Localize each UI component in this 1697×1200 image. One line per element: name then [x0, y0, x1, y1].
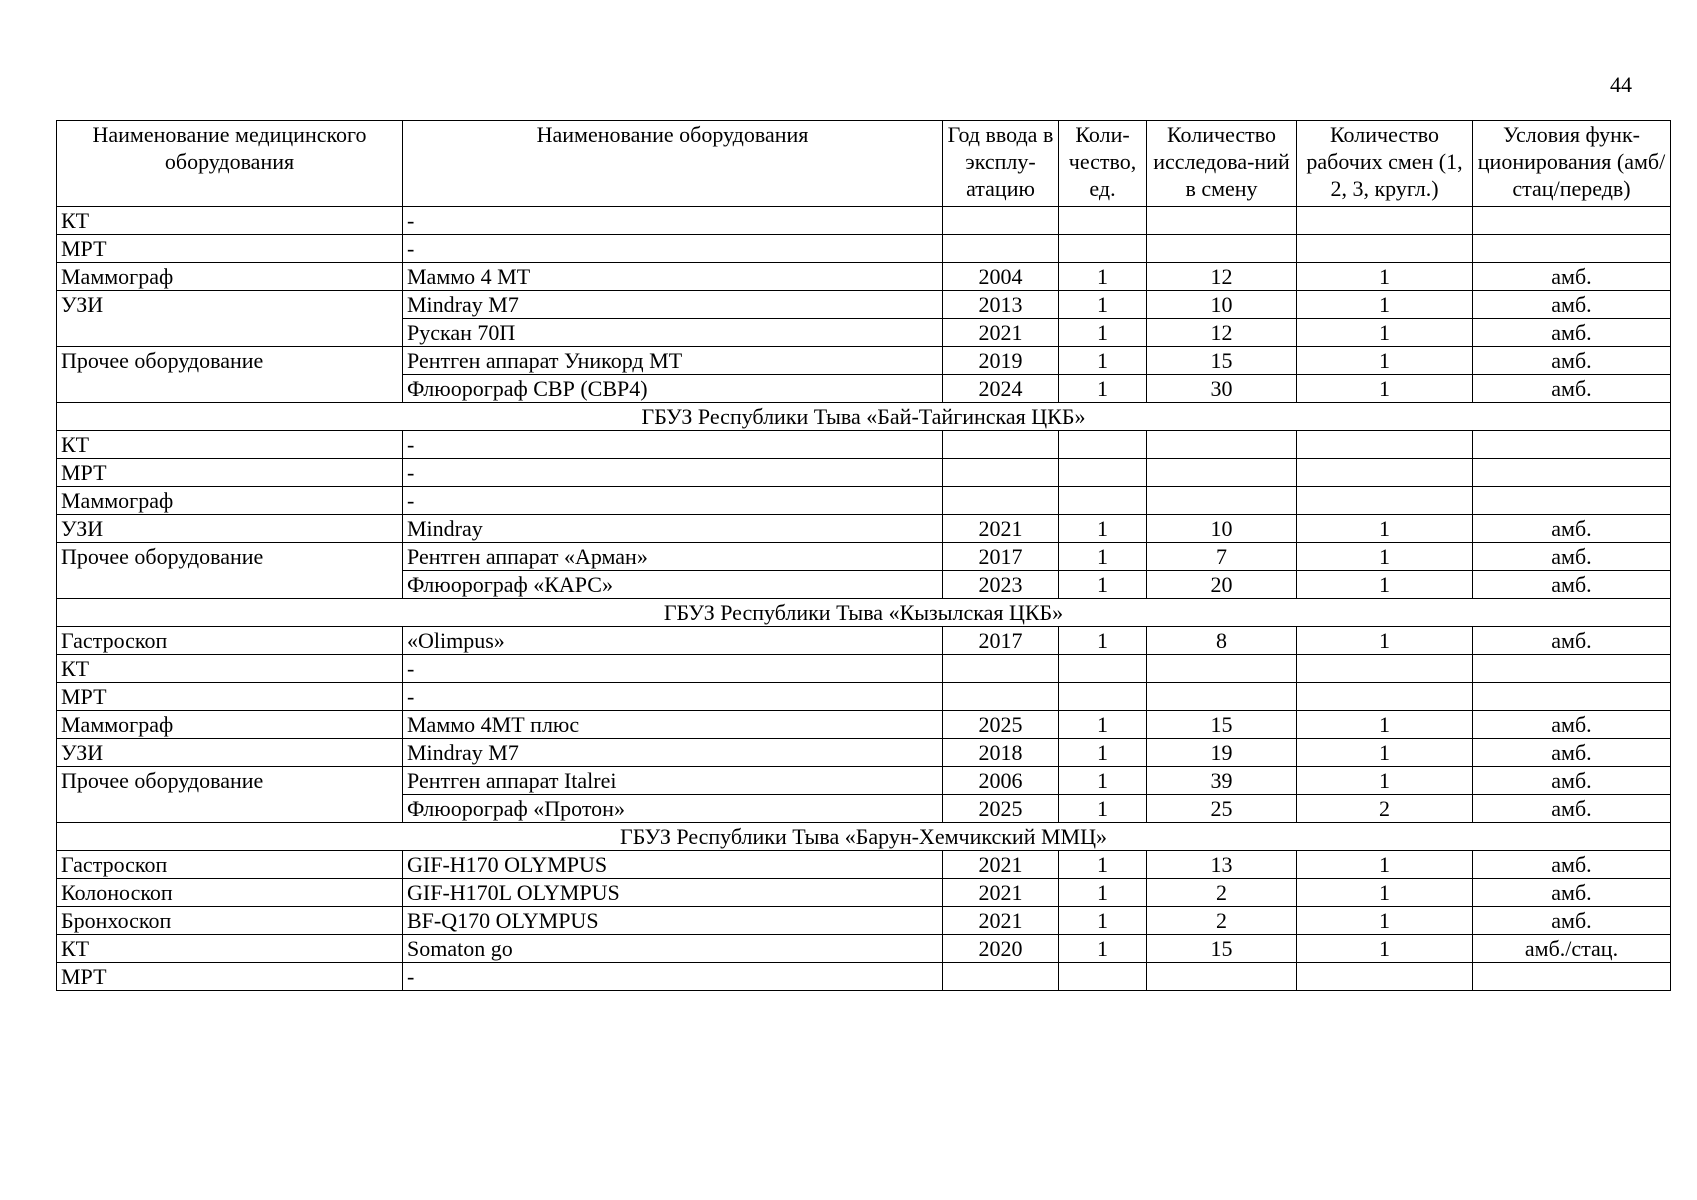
- cell-studies: 2: [1147, 907, 1297, 935]
- page-number: 44: [1610, 72, 1632, 97]
- cell-equipment-name: «Olimpus»: [403, 627, 943, 655]
- cell-equipment-name: Маммо 4МТ плюс: [403, 711, 943, 739]
- cell-quantity: 1: [1059, 543, 1147, 571]
- cell-quantity: 1: [1059, 347, 1147, 375]
- cell-studies: 20: [1147, 571, 1297, 599]
- cell-shifts: 1: [1297, 767, 1473, 795]
- cell-shifts: 1: [1297, 879, 1473, 907]
- table-row: [57, 515, 1671, 543]
- table-row: [57, 683, 1671, 711]
- cell-year: 2021: [943, 515, 1059, 543]
- cell-equipment-name: Mindray: [403, 515, 943, 543]
- cell-shifts: 1: [1297, 291, 1473, 319]
- cell-conditions: [1473, 207, 1671, 235]
- header-shifts: Количество рабочих смен (1, 2, 3, кругл.): [1297, 121, 1473, 207]
- cell-shifts: 1: [1297, 571, 1473, 599]
- cell-equipment-name: Рентген аппарат Italrei: [403, 767, 943, 795]
- cell-studies: 12: [1147, 263, 1297, 291]
- table-row: [57, 459, 1671, 487]
- cell-studies: [1147, 207, 1297, 235]
- cell-equipment-name: Рентген аппарат Уникорд МТ: [403, 347, 943, 375]
- cell-studies: [1147, 459, 1297, 487]
- cell-quantity: [1059, 431, 1147, 459]
- cell-quantity: 1: [1059, 739, 1147, 767]
- cell-category: УЗИ: [57, 291, 403, 347]
- cell-quantity: 1: [1059, 711, 1147, 739]
- cell-equipment-name: Маммо 4 МТ: [403, 263, 943, 291]
- cell-conditions: [1473, 487, 1671, 515]
- cell-shifts: [1297, 235, 1473, 263]
- cell-quantity: [1059, 963, 1147, 991]
- cell-equipment-name: Флюорограф СВР (СВР4): [403, 375, 943, 403]
- cell-year: [943, 235, 1059, 263]
- cell-year: 2020: [943, 935, 1059, 963]
- cell-quantity: [1059, 655, 1147, 683]
- cell-equipment-name: GIF-H170L OLYMPUS: [403, 879, 943, 907]
- cell-equipment-name: -: [403, 431, 943, 459]
- table-row: [57, 263, 1671, 291]
- cell-category: Маммограф: [57, 263, 403, 291]
- cell-shifts: 1: [1297, 319, 1473, 347]
- cell-equipment-name: -: [403, 655, 943, 683]
- cell-year: [943, 207, 1059, 235]
- cell-shifts: [1297, 655, 1473, 683]
- cell-studies: 30: [1147, 375, 1297, 403]
- cell-year: [943, 487, 1059, 515]
- cell-conditions: амб.: [1473, 767, 1671, 795]
- header-studies: Количество исследова-ний в смену: [1147, 121, 1297, 207]
- cell-studies: 10: [1147, 291, 1297, 319]
- cell-quantity: 1: [1059, 571, 1147, 599]
- cell-quantity: 1: [1059, 291, 1147, 319]
- cell-equipment-name: Рентген аппарат «Арман»: [403, 543, 943, 571]
- cell-category: Бронхоскоп: [57, 907, 403, 935]
- cell-equipment-name: Mindray M7: [403, 291, 943, 319]
- table-row: [57, 851, 1671, 879]
- cell-category: Прочее оборудование: [57, 543, 403, 599]
- cell-year: 2017: [943, 543, 1059, 571]
- cell-shifts: 1: [1297, 711, 1473, 739]
- cell-year: 2013: [943, 291, 1059, 319]
- header-row: [57, 121, 1671, 207]
- cell-studies: 39: [1147, 767, 1297, 795]
- cell-year: 2025: [943, 711, 1059, 739]
- cell-year: [943, 459, 1059, 487]
- table-row: [57, 711, 1671, 739]
- cell-equipment-name: Рускан 70П: [403, 319, 943, 347]
- cell-quantity: 1: [1059, 907, 1147, 935]
- cell-conditions: амб./стац.: [1473, 935, 1671, 963]
- cell-studies: 2: [1147, 879, 1297, 907]
- cell-shifts: 1: [1297, 375, 1473, 403]
- cell-category: КТ: [57, 431, 403, 459]
- table-row: [57, 655, 1671, 683]
- cell-quantity: 1: [1059, 879, 1147, 907]
- cell-equipment-name: -: [403, 207, 943, 235]
- cell-conditions: [1473, 963, 1671, 991]
- cell-studies: 8: [1147, 627, 1297, 655]
- cell-studies: [1147, 235, 1297, 263]
- cell-conditions: амб.: [1473, 851, 1671, 879]
- cell-conditions: амб.: [1473, 627, 1671, 655]
- cell-shifts: 1: [1297, 907, 1473, 935]
- header-category: Наименование медицинского оборудования: [57, 121, 403, 207]
- cell-year: 2023: [943, 571, 1059, 599]
- cell-year: 2019: [943, 347, 1059, 375]
- cell-quantity: 1: [1059, 795, 1147, 823]
- organization-title: ГБУЗ Республики Тыва «Кызылская ЦКБ»: [57, 599, 1671, 627]
- cell-year: 2017: [943, 627, 1059, 655]
- cell-shifts: [1297, 963, 1473, 991]
- cell-quantity: [1059, 459, 1147, 487]
- cell-year: [943, 431, 1059, 459]
- cell-shifts: [1297, 487, 1473, 515]
- table-row: [57, 767, 1671, 795]
- cell-year: [943, 655, 1059, 683]
- cell-quantity: 1: [1059, 263, 1147, 291]
- cell-equipment-name: GIF-H170 OLYMPUS: [403, 851, 943, 879]
- cell-shifts: 1: [1297, 347, 1473, 375]
- organization-row: [57, 599, 1671, 627]
- cell-shifts: [1297, 459, 1473, 487]
- organization-title: ГБУЗ Республики Тыва «Барун-Хемчикский ММЦ»: [57, 823, 1671, 851]
- cell-conditions: [1473, 683, 1671, 711]
- cell-equipment-name: -: [403, 459, 943, 487]
- cell-category: Маммограф: [57, 487, 403, 515]
- cell-year: 2021: [943, 319, 1059, 347]
- table-row: [57, 627, 1671, 655]
- cell-quantity: 1: [1059, 851, 1147, 879]
- cell-equipment-name: Mindray M7: [403, 739, 943, 767]
- cell-quantity: 1: [1059, 319, 1147, 347]
- cell-category: МРТ: [57, 963, 403, 991]
- cell-conditions: амб.: [1473, 291, 1671, 319]
- cell-conditions: амб.: [1473, 795, 1671, 823]
- cell-equipment-name: -: [403, 235, 943, 263]
- cell-studies: 15: [1147, 711, 1297, 739]
- cell-year: 2006: [943, 767, 1059, 795]
- cell-shifts: [1297, 431, 1473, 459]
- table-row: [57, 431, 1671, 459]
- cell-category: УЗИ: [57, 515, 403, 543]
- cell-shifts: 1: [1297, 263, 1473, 291]
- cell-conditions: [1473, 235, 1671, 263]
- cell-studies: 10: [1147, 515, 1297, 543]
- cell-studies: [1147, 655, 1297, 683]
- cell-conditions: амб.: [1473, 907, 1671, 935]
- cell-category: Прочее оборудование: [57, 347, 403, 403]
- cell-shifts: [1297, 207, 1473, 235]
- cell-shifts: 1: [1297, 543, 1473, 571]
- cell-studies: [1147, 487, 1297, 515]
- header-equipment-name: Наименование оборудования: [403, 121, 943, 207]
- cell-quantity: 1: [1059, 375, 1147, 403]
- cell-conditions: [1473, 459, 1671, 487]
- cell-studies: [1147, 683, 1297, 711]
- cell-conditions: амб.: [1473, 515, 1671, 543]
- cell-conditions: амб.: [1473, 347, 1671, 375]
- cell-year: 2021: [943, 907, 1059, 935]
- cell-studies: [1147, 431, 1297, 459]
- cell-studies: 7: [1147, 543, 1297, 571]
- cell-quantity: 1: [1059, 515, 1147, 543]
- cell-studies: 25: [1147, 795, 1297, 823]
- cell-category: КТ: [57, 655, 403, 683]
- header-quantity: Коли-чество, ед.: [1059, 121, 1147, 207]
- table-row: [57, 963, 1671, 991]
- table-row: [57, 207, 1671, 235]
- table-row: [57, 347, 1671, 375]
- cell-equipment-name: -: [403, 683, 943, 711]
- cell-conditions: амб.: [1473, 263, 1671, 291]
- cell-year: 2025: [943, 795, 1059, 823]
- cell-shifts: 1: [1297, 935, 1473, 963]
- cell-category: Маммограф: [57, 711, 403, 739]
- cell-quantity: 1: [1059, 627, 1147, 655]
- cell-conditions: [1473, 431, 1671, 459]
- cell-quantity: [1059, 683, 1147, 711]
- cell-category: КТ: [57, 935, 403, 963]
- cell-equipment-name: Флюорограф «КАРС»: [403, 571, 943, 599]
- cell-shifts: 1: [1297, 739, 1473, 767]
- cell-quantity: [1059, 487, 1147, 515]
- cell-studies: 12: [1147, 319, 1297, 347]
- organization-row: [57, 403, 1671, 431]
- cell-category: Гастроскоп: [57, 627, 403, 655]
- header-conditions: Условия функ-ционирования (амб/стац/передв): [1473, 121, 1671, 207]
- organization-row: [57, 823, 1671, 851]
- cell-shifts: 1: [1297, 627, 1473, 655]
- cell-category: Колоноскоп: [57, 879, 403, 907]
- cell-equipment-name: BF-Q170 OLYMPUS: [403, 907, 943, 935]
- cell-conditions: амб.: [1473, 375, 1671, 403]
- cell-shifts: 2: [1297, 795, 1473, 823]
- table-body: [57, 207, 1671, 991]
- cell-category: УЗИ: [57, 739, 403, 767]
- cell-conditions: амб.: [1473, 543, 1671, 571]
- cell-equipment-name: Флюорограф «Протон»: [403, 795, 943, 823]
- cell-shifts: [1297, 683, 1473, 711]
- cell-shifts: 1: [1297, 851, 1473, 879]
- cell-category: МРТ: [57, 459, 403, 487]
- cell-equipment-name: Somaton go: [403, 935, 943, 963]
- organization-title: ГБУЗ Республики Тыва «Бай-Тайгинская ЦКБ»: [57, 403, 1671, 431]
- cell-year: 2024: [943, 375, 1059, 403]
- cell-conditions: амб.: [1473, 319, 1671, 347]
- cell-equipment-name: -: [403, 487, 943, 515]
- cell-category: Гастроскоп: [57, 851, 403, 879]
- table-row: [57, 235, 1671, 263]
- cell-year: 2021: [943, 879, 1059, 907]
- cell-conditions: [1473, 655, 1671, 683]
- cell-studies: 13: [1147, 851, 1297, 879]
- equipment-table: [56, 120, 1671, 991]
- header-year: Год ввода в эксплу-атацию: [943, 121, 1059, 207]
- cell-quantity: 1: [1059, 935, 1147, 963]
- table-row: [57, 739, 1671, 767]
- cell-year: 2004: [943, 263, 1059, 291]
- cell-conditions: амб.: [1473, 739, 1671, 767]
- cell-studies: [1147, 963, 1297, 991]
- table-row: [57, 907, 1671, 935]
- cell-category: КТ: [57, 207, 403, 235]
- cell-year: [943, 683, 1059, 711]
- cell-year: 2018: [943, 739, 1059, 767]
- cell-category: МРТ: [57, 683, 403, 711]
- cell-studies: 19: [1147, 739, 1297, 767]
- cell-equipment-name: -: [403, 963, 943, 991]
- cell-year: 2021: [943, 851, 1059, 879]
- table-row: [57, 487, 1671, 515]
- cell-quantity: 1: [1059, 767, 1147, 795]
- cell-shifts: 1: [1297, 515, 1473, 543]
- cell-conditions: амб.: [1473, 711, 1671, 739]
- cell-conditions: амб.: [1473, 571, 1671, 599]
- table-row: [57, 291, 1671, 319]
- cell-conditions: амб.: [1473, 879, 1671, 907]
- table-row: [57, 879, 1671, 907]
- cell-studies: 15: [1147, 935, 1297, 963]
- cell-quantity: [1059, 235, 1147, 263]
- table-row: [57, 543, 1671, 571]
- cell-year: [943, 963, 1059, 991]
- cell-quantity: [1059, 207, 1147, 235]
- table-row: [57, 935, 1671, 963]
- cell-category: Прочее оборудование: [57, 767, 403, 823]
- cell-category: МРТ: [57, 235, 403, 263]
- cell-studies: 15: [1147, 347, 1297, 375]
